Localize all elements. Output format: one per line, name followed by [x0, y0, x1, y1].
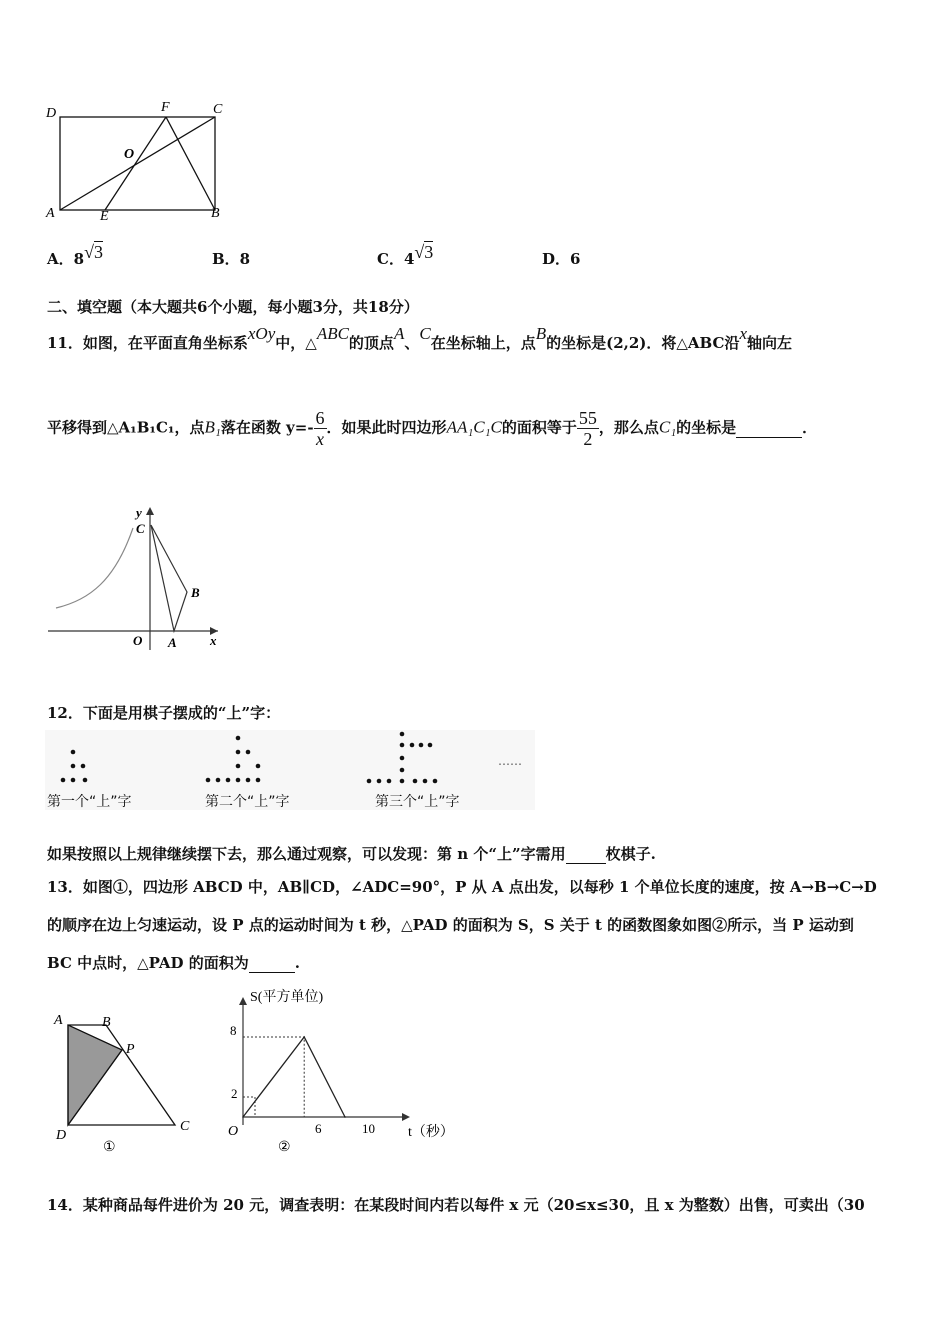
fraction-6-over-x — [314, 408, 327, 449]
q12-follow-end: 枚棋子. — [605, 845, 656, 863]
q11-text: ． — [802, 418, 818, 437]
q11-text: 的坐标是 — [676, 418, 737, 437]
q11-math: C₁ — [658, 417, 677, 437]
option-c-label: C．4 — [377, 250, 415, 268]
xtick-10: 10 — [362, 1121, 375, 1136]
origin-label: O — [228, 1124, 239, 1139]
option-b — [212, 248, 250, 269]
ytick-2: 2 — [231, 1086, 238, 1101]
q11-math: x — [739, 324, 748, 343]
q11-text: 的顶点 — [348, 334, 394, 352]
continuation-dots: …… — [498, 754, 522, 768]
xtick-6: 6 — [315, 1121, 322, 1136]
q12-text: 12．下面是用棋子摆成的“上”字： — [47, 704, 281, 722]
q11-text: 落在函数 y=- — [220, 418, 314, 437]
caption-1: ① — [103, 1140, 116, 1155]
coordinate-figure — [40, 495, 240, 655]
q11-text: 11．如图，在平面直角坐标系 — [47, 334, 248, 352]
fraction-numerator: 6 — [315, 408, 325, 428]
fraction-55-over-2 — [577, 408, 599, 449]
caption-second: 第二个“上”字 — [205, 794, 290, 810]
label-x: x — [210, 633, 217, 648]
option-c-radical: 3 — [424, 242, 434, 262]
trapezoid-figure — [40, 1005, 210, 1155]
label-C: C — [136, 521, 145, 536]
q11-math: xOy — [247, 324, 276, 343]
label-C: C — [180, 1119, 190, 1134]
label-C: C — [213, 102, 223, 117]
q13-line3-text: BC 中点时，△PAD 的面积为 — [47, 954, 249, 972]
q12-follow — [47, 843, 656, 864]
option-b-label: B．8 — [212, 250, 251, 268]
chess-dots — [45, 730, 535, 790]
q11-text: 在坐标轴上，点 — [430, 334, 536, 352]
section-title: 二、填空题（本大题共6个小题，每小题3分，共18分） — [47, 298, 419, 316]
q11-math: C — [419, 324, 431, 343]
q13-line2: 的顺序在边上匀速运动，设 P 点的运动时间为 t 秒，△PAD 的面积为 S，S 关于 t 的函数图象如图②所示，当 P 运动到 — [47, 916, 854, 934]
q12-figure — [45, 730, 535, 810]
q11-math: AA₁C₁C — [446, 417, 502, 437]
series-line-S — [243, 1037, 345, 1117]
q11-text: 轴向左 — [747, 334, 793, 352]
label-B: B — [102, 1015, 111, 1030]
q11-math: A — [393, 324, 405, 343]
q14-text: 14．某种商品每件进价为 20 元，调查表明：在某段时间内若以每件 x 元（20≤x≤30，且 x 为整数）出售，可卖出（30 — [47, 1196, 865, 1214]
data-point — [303, 1036, 305, 1038]
q11-text: 中，△ — [275, 334, 317, 352]
label-A: A — [46, 206, 55, 221]
fraction-denominator: x — [316, 429, 325, 449]
q11-text: 平移得到△A₁B₁C₁，点 — [47, 418, 205, 437]
q13-line3-end: . — [294, 954, 300, 972]
option-d-label: D．6 — [542, 250, 581, 268]
label-A: A — [168, 635, 177, 650]
x-axis-label: t（秒） — [408, 1125, 454, 1140]
caption-third: 第三个“上”字 — [375, 794, 460, 810]
q11-text: ，那么点 — [598, 418, 659, 437]
label-O: O — [133, 633, 143, 648]
caption-first: 第一个“上”字 — [47, 794, 132, 810]
label-A: A — [54, 1013, 63, 1028]
q11-line2 — [47, 408, 817, 449]
q11-math: B — [535, 324, 547, 343]
option-d — [542, 248, 580, 269]
ytick-8: 8 — [230, 1023, 237, 1038]
fraction-denominator: 2 — [583, 429, 593, 449]
answer-blank[interactable] — [566, 845, 606, 864]
label-D: D — [46, 106, 57, 121]
answer-blank[interactable] — [249, 954, 295, 973]
label-y: y — [136, 505, 142, 520]
q11-text: 、 — [404, 334, 420, 352]
label-D: D — [56, 1128, 67, 1143]
label-E: E — [100, 209, 109, 224]
label-B: B — [191, 585, 200, 600]
option-a: A．8√3 — [47, 242, 103, 268]
q11-line1 — [47, 324, 793, 353]
fraction-numerator: 55 — [578, 408, 597, 428]
option-c: C．4√3 — [377, 242, 434, 268]
option-a-radical: 3 — [93, 242, 103, 262]
q13-line1: 13．如图①，四边形 ABCD 中，AB∥CD，∠ADC=90°，P 从 A 点出发，以每秒 1 个单位长度的速度，按 A→B→C→D — [47, 878, 877, 896]
rectangle-figure — [40, 95, 240, 225]
q12-follow-text: 如果按照以上规律继续摆下去，那么通过观察，可以发现：第 n 个“上”字需用 — [47, 845, 566, 863]
data-point — [344, 1116, 346, 1118]
q11-text: 的面积等于 — [501, 418, 577, 437]
q11-text: ．如果此时四边形 — [326, 418, 447, 437]
data-point — [242, 1116, 244, 1118]
label-B: B — [211, 206, 220, 221]
q11-math: ABC — [316, 324, 349, 343]
q11-math: B₁ — [204, 417, 221, 437]
answer-blank[interactable] — [736, 419, 802, 438]
q11-text: 的坐标是(2,2)．将△ABC沿 — [546, 334, 740, 352]
label-F: F — [161, 100, 170, 115]
label-O: O — [124, 147, 135, 162]
label-P: P — [126, 1042, 135, 1057]
y-axis-label: S(平方单位) — [250, 990, 324, 1005]
caption-2: ② — [278, 1140, 291, 1155]
q13-line3 — [47, 952, 300, 973]
option-a-label: A．8 — [47, 250, 85, 268]
function-graph — [220, 985, 470, 1155]
